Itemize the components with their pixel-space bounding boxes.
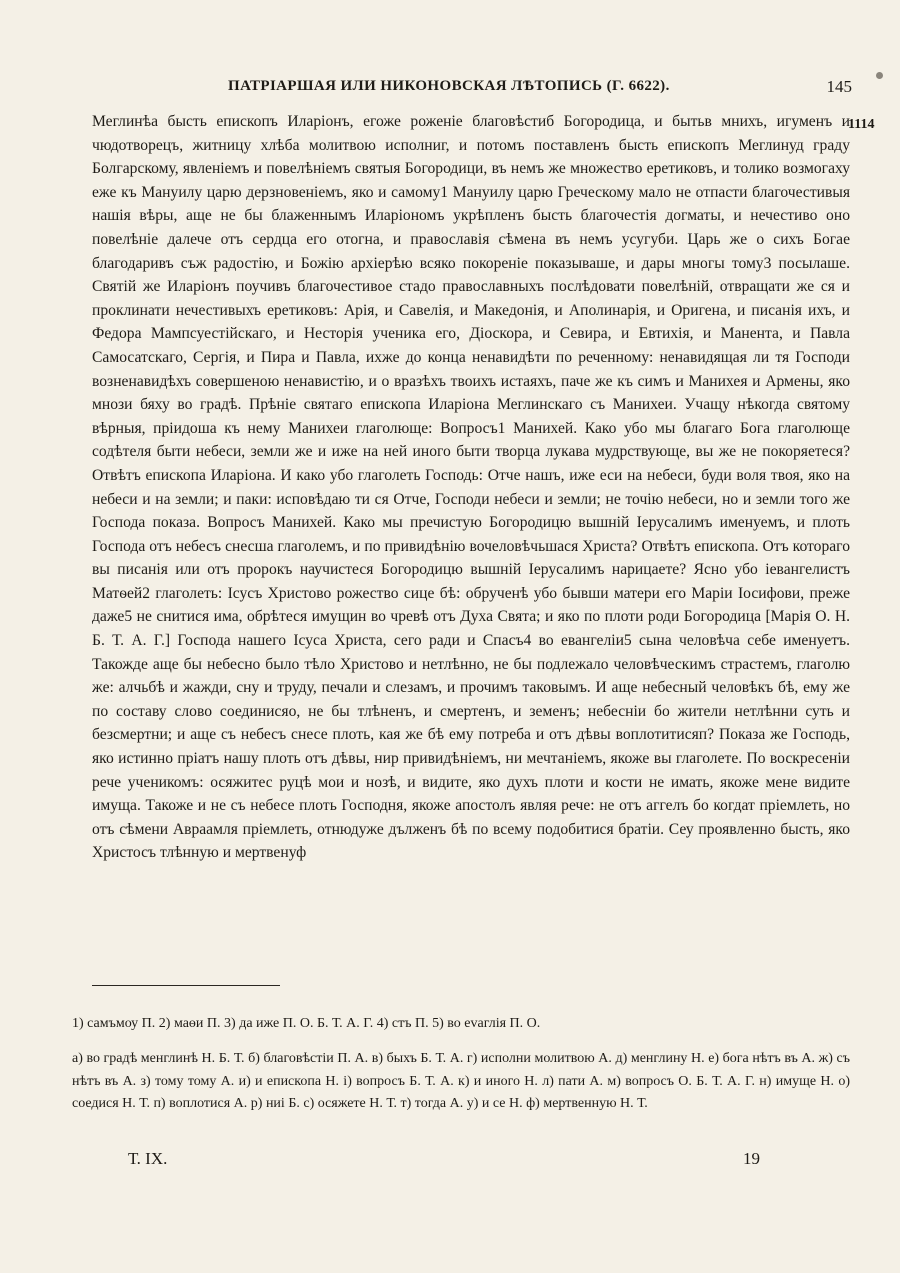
chronicle-text [92,110,850,865]
footnotes-lettered: а) во градѣ менглинѣ Н. Б. Т. б) благовѣстіи П. А. в) быхъ Б. Т. А. г) исполни молитвою А. д) менглину Н. е) бога нѣтъ въ А. ж) съ нѣтъ въ А. з) тому тому А. и) и епископа Н. і) вопросъ Б. Т. А. к) и иного Н. л) пати А. м) вопросъ О. Б. Т. А. Г. н) имуще Н. о) соедися Н. Т. п) воплотися А. р) ниі Б. с) осяжете Н. Т. т) тогда А. у) и се Н. ф) мертвенную Н. Т. [72,1051,850,1111]
volume-label: Т. IX. [128,1149,168,1168]
running-header [92,78,852,100]
footnotes-numbered: 1) самъмоу П. 2) маѳи П. 3) да иже П. О. Б. Т. А. Г. 4) стъ П. 5) во еvаглія П. О. [72,1016,541,1031]
page-number: 145 [826,77,852,96]
margin-year: 1114 [848,117,875,132]
signature-mark: 19 [743,1149,760,1168]
footnote-rule [92,985,280,986]
margin-dot [876,72,883,79]
chronicle-paragraph: Меглинѣа бысть епископъ Иларіонъ, егоже роженіе благовѣстиб Богородица, и бытьв мнихъ, игуменъ и чюдотворецъ, житницу хлѣба молитвою исполниг, и потомъ поставленъ бысть епископъ Меглинуд граду Болгарскому, явленіемъ и повелѣніемъ святыя Богородици, въ немъ же множество еретиковъ, и толико возмогаху еже къ Мануилу царю дерзновеніемъ, яко и самому1 Мануилу царю Греческому мало не отпасти благочестивыя нашія вѣры, аще не бы блаженнымъ Иларіономъ укрѣпленъ бысть благочестія догматы, и нечестиво оно повелѣніе далече отъ сердца его отогна, и православія сѣмена въ немъ усугуби. Царь же о сихъ Богае благодаривъ съж радостію, и Божію архіерѣю всяко покореніе показываше, и дары многы тому3 посылаше. Святій же Иларіонъ поучивъ благочестивое стадо православныхъ послѣдовати повелѣній, отвращати же ся и проклинати нечестивыхъ еретиковъ: Арія, и Савелія, и Македонія, и Аполинарія, и Оригена, и писанія ихъ, и Федора Мампсуестійскаго, и Несторія ученика его, Діоскора, и Севира, и Евтихія, и Манента, и Павла Самосатскаго, Сергія, и Пира и Павла, ихже до конца ненавидѣти по реченному: ненавидящая ли тя Господи возненавидѣхъ совершеною ненавистію, и о вразѣхъ твоихъ истаяхъ, паче же къ симъ и Манихея и Армены, яко мнози бяху во градѣ. Прѣніе святаго епископа Иларіона Меглинскаго съ Манихеи. Учащу нѣкогда святому вѣрныя, пріидоша къ нему Манихеи глаголюще: Вопросъ1 Манихей. Како убо мы благаго Бога глаголюще содѣтеля быти небеси, земли же и иже на ней иного быти творца лукава мудрствующе, вы же не покоряетеся? Отвѣтъ епископа Иларіона. И како убо глаголеть Господь: Отче нашъ, иже еси на небеси, буди воля твоя, яко на небеси и на земли; и паки: исповѣдаю ти ся Отче, Господи небеси и земли; не точію небеси, но и земли того же Господа показа. Вопросъ Манихей. Како мы пречистую Богородицю вышній Іерусалимъ именуемъ, и плоть Господа отъ небесъ снесша глаголемъ, и по привидѣнію вочеловѣчьшася Христа? Отвѣтъ епископа. Отъ котораго вы писанія или отъ пророкъ научистеся Богородицю вышній Іерусалимъ нарицаете? Ясно убо іевангелистъ Матѳей2 глаголеть: Ісусъ Христово рожество сице бѣ: обрученѣ убо бывши матери его Маріи Іосифови, преже даже5 не снитися има, обрѣтеся имущин во чревѣ отъ Духа Свята; и яко по плоти роди Богородица [Марія О. Н. Б. Т. А. Г.] Господа нашего Ісуса Христа, сего ради и Спасъ4 во евангеліи5 сына человѣча себе именуетъ. Такожде аще бы небесно было тѣло Христово и нетлѣнно, не бы подлежало человѣческимъ страстемъ, глаголю же: алчьбѣ и жажди, сну и труду, печали и слезамъ, и прочимъ таковымъ. И аще небесный человѣкъ бѣ, ему же по составу слово соединисяо, не бы тлѣненъ, и смертенъ, и земенъ; небесніи бо жители нетлѣнни суть и безсмертни; и аще съ небесъ снесе плоть, кая же бѣ ему потреба и отъ дѣвы воплотитисяп? Показа же Господь, яко истинно пріатъ нашу плоть отъ дѣвы, нир привидѣніемъ, ни мечтаніемъ, якоже вы глаголете. По воскресеніи рече ученикомъ: осяжитес руцѣ мои и нозѣ, и видите, яко духъ плоти и кости не имать, якоже мене видите имуща. Такоже и не съ небесе плоть Господня, якоже апостолъ являя рече: не отъ аггелъ бо когдат пріемлеть, но отъ сѣмени Авраамля пріемлеть, отнюдуже дълженъ бѣ по всему подобитися братіи. Сеу проявленно бысть, яко Христосъ тлѣнную и мертвенуф [92,113,850,862]
running-title: ПАТРІАРШАЯ ИЛИ НИКОНОВСКАЯ ЛѢТОПИСЬ (Г. 6622). [228,78,670,94]
